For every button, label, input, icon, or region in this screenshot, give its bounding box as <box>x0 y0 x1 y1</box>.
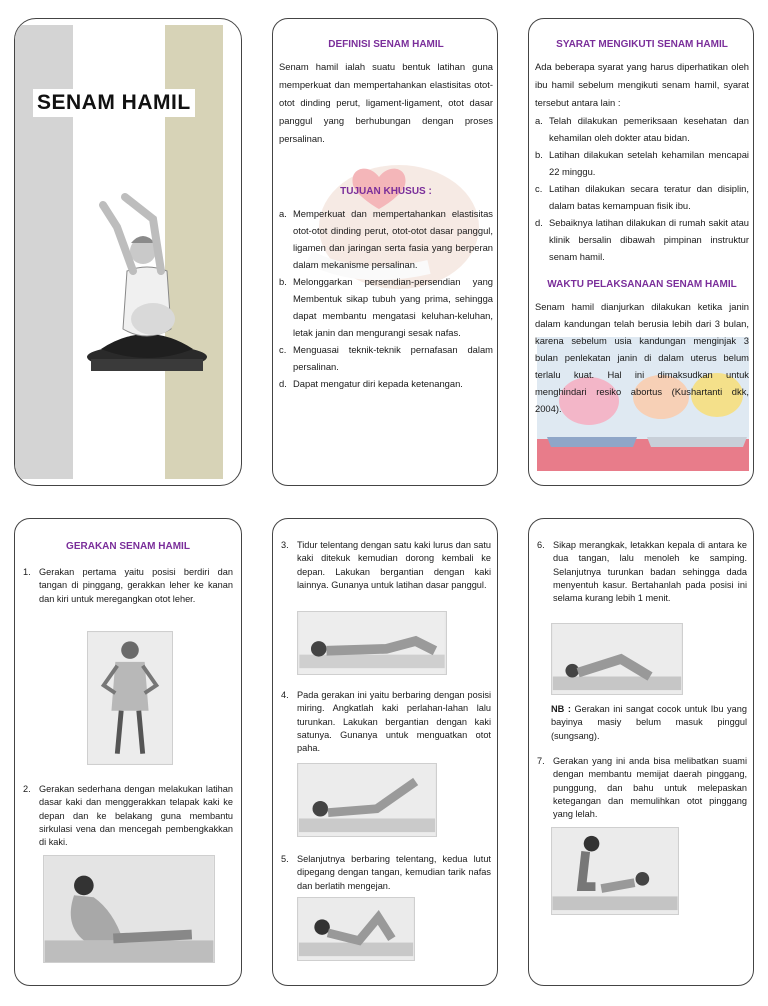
list-item: b. Latihan dilakukan setelah kehamilan mencapai 22 minggu. <box>535 149 749 177</box>
list-item: 2. Gerakan sederhana dengan melakukan latihan dasar kaki dan menggerakkan telapak kaki ke depan dan ke belakang guna membantu sirkulasi vena dan mencegah pembengkakkan di kaki. <box>23 784 233 848</box>
list-item: 6. Sikap merangkak, letakkan kepala di antara ke dua tangan, lalu menoleh ke samping. Selanjutnya turunkan badan sehingga dada menyentuh kasur. Bertahanlah pada posisi ini selama kurang lebih 1 menit. <box>537 540 747 604</box>
cover-panel <box>14 18 242 486</box>
gerakan-panel-1 <box>14 518 242 986</box>
list-item: d. Dapat mengatur diri kepada ketenangan. <box>279 378 463 389</box>
syarat-heading: SYARAT MENGIKUTI SENAM HAMIL <box>556 39 728 50</box>
gerakan-heading: GERAKAN SENAM HAMIL <box>66 541 190 552</box>
exercise-photo-massage <box>551 827 679 915</box>
nb-note: NB : Gerakan ini sangat cocok untuk Ibu yang bayinya masiy belum masuk pinggul (sungsang). <box>551 704 747 741</box>
definisi-panel <box>272 18 498 486</box>
gerakan-list-c <box>281 539 491 592</box>
gerakan-list-b <box>23 783 233 849</box>
exercise-photo-sitting <box>43 855 215 963</box>
waktu-text: Senam hamil dianjurkan dilakukan ketika janin dalam kandungan telah berusia lebih dari 3 bulan, karena sebelum usia kandungan menginjak 3 bulan penlekatan janin di dalam uterus belum terlalu kuat. Hal ini dimaksudkan untuk menghindari resiko abortus (Kushartanti dkk, 2004). <box>535 301 749 414</box>
syarat-panel <box>528 18 754 486</box>
list-item: c. Menguasai teknik-teknik pernafasan dalam persalinan. <box>279 344 493 372</box>
definisi-text: Senam hamil ialah suatu bentuk latihan guna memperkuat dan mempertahankan elastisitas otot-otot dinding perut, ligament-ligament, otot dasar panggul yang berhubungan dengan proses persalinan. <box>279 61 493 144</box>
exercise-photo-standing <box>87 631 173 765</box>
list-item: 1. Gerakan pertama yaitu posisi berdiri dan tangan di pinggang, gerakkan leher ke kanan dan kiri untuk meregangkan otot leher. <box>23 567 233 604</box>
tujuan-heading: TUJUAN KHUSUS : <box>340 186 432 197</box>
waktu-heading: WAKTU PELAKSANAAN SENAM HAMIL <box>547 279 737 290</box>
exercise-photo-knees <box>297 897 415 961</box>
gerakan-panel-3 <box>528 518 754 986</box>
syarat-list <box>535 112 749 265</box>
list-item: 3. Tidur telentang dengan satu kaki lurus dan satu kaki ditekuk kemudian dorong kembali ke depan. Lakukan bergantian dengan kaki lainnya. Gunanya untuk latihan dasar panggul. <box>281 540 491 590</box>
list-item: a. Memperkuat dan mempertahankan elastisitas otot-otot dinding perut, otot-otot dasar panggul, ligamen dan jaringan serta fasia yang berperan dalam mekanisme persalinan. <box>279 208 493 270</box>
definisi-heading: DEFINISI SENAM HAMIL <box>328 39 444 50</box>
gerakan-list-d <box>281 689 491 755</box>
list-item: b. Melonggarkan persendian-persendian yang Membentuk sikap tubuh yang prima, sehingga dapat membantu mengatasi keluhan-keluhan, letak janin dan mengurangi sesak nafas. <box>279 276 493 338</box>
list-item: a. Telah dilakukan pemeriksaan kesehatan dan kehamilan oleh dokter atau bidan. <box>535 115 749 143</box>
exercise-photo-kneeling <box>551 623 683 695</box>
gerakan-panel-2 <box>272 518 498 986</box>
list-item: d. Sebaiknya latihan dilakukan di rumah sakit atau klinik bersalin dibawah pimpinan instruktur senam hamil. <box>535 217 749 262</box>
list-item: c. Latihan dilakukan secara teratur dan disiplin, dalam batas kemampuan fisik ibu. <box>535 183 749 211</box>
list-item: 5. Selanjutnya berbaring telentang, kedua lutut dipegang dengan tangan, kemudian tarik nafas dan berlatih mengejan. <box>281 854 491 891</box>
syarat-intro: Ada beberapa syarat yang harus diperhatikan oleh ibu hamil sebelum mengikuti senam hamil, syarat tersebut antara lain : <box>535 61 749 108</box>
list-item: 4. Pada gerakan ini yaitu berbaring dengan posisi miring. Angkatlah kaki perlahan-lahan lalu turunkan. Lakukan bergantian dengan kaki satunya. Gunanya untuk menguatkan otot paha. <box>281 690 491 754</box>
gerakan-list-f <box>537 539 747 605</box>
gerakan-list-g <box>537 755 747 821</box>
gerakan-list-e <box>281 853 491 893</box>
list-item: 7. Gerakan yang ini anda bisa melibatkan suami dengan membantu memijat daerah pinggang, punggung, dan bahu untuk melepaskan ketegangan dan memulihkan otot pinggang yang lelah. <box>537 756 747 820</box>
exercise-photo-side-leg <box>297 763 437 837</box>
tujuan-list <box>279 205 493 392</box>
cover-title: SENAM HAMIL <box>33 89 195 117</box>
gerakan-list-a <box>23 566 233 606</box>
exercise-photo-lying <box>297 611 447 675</box>
cover-yoga-figure-image <box>81 179 213 379</box>
